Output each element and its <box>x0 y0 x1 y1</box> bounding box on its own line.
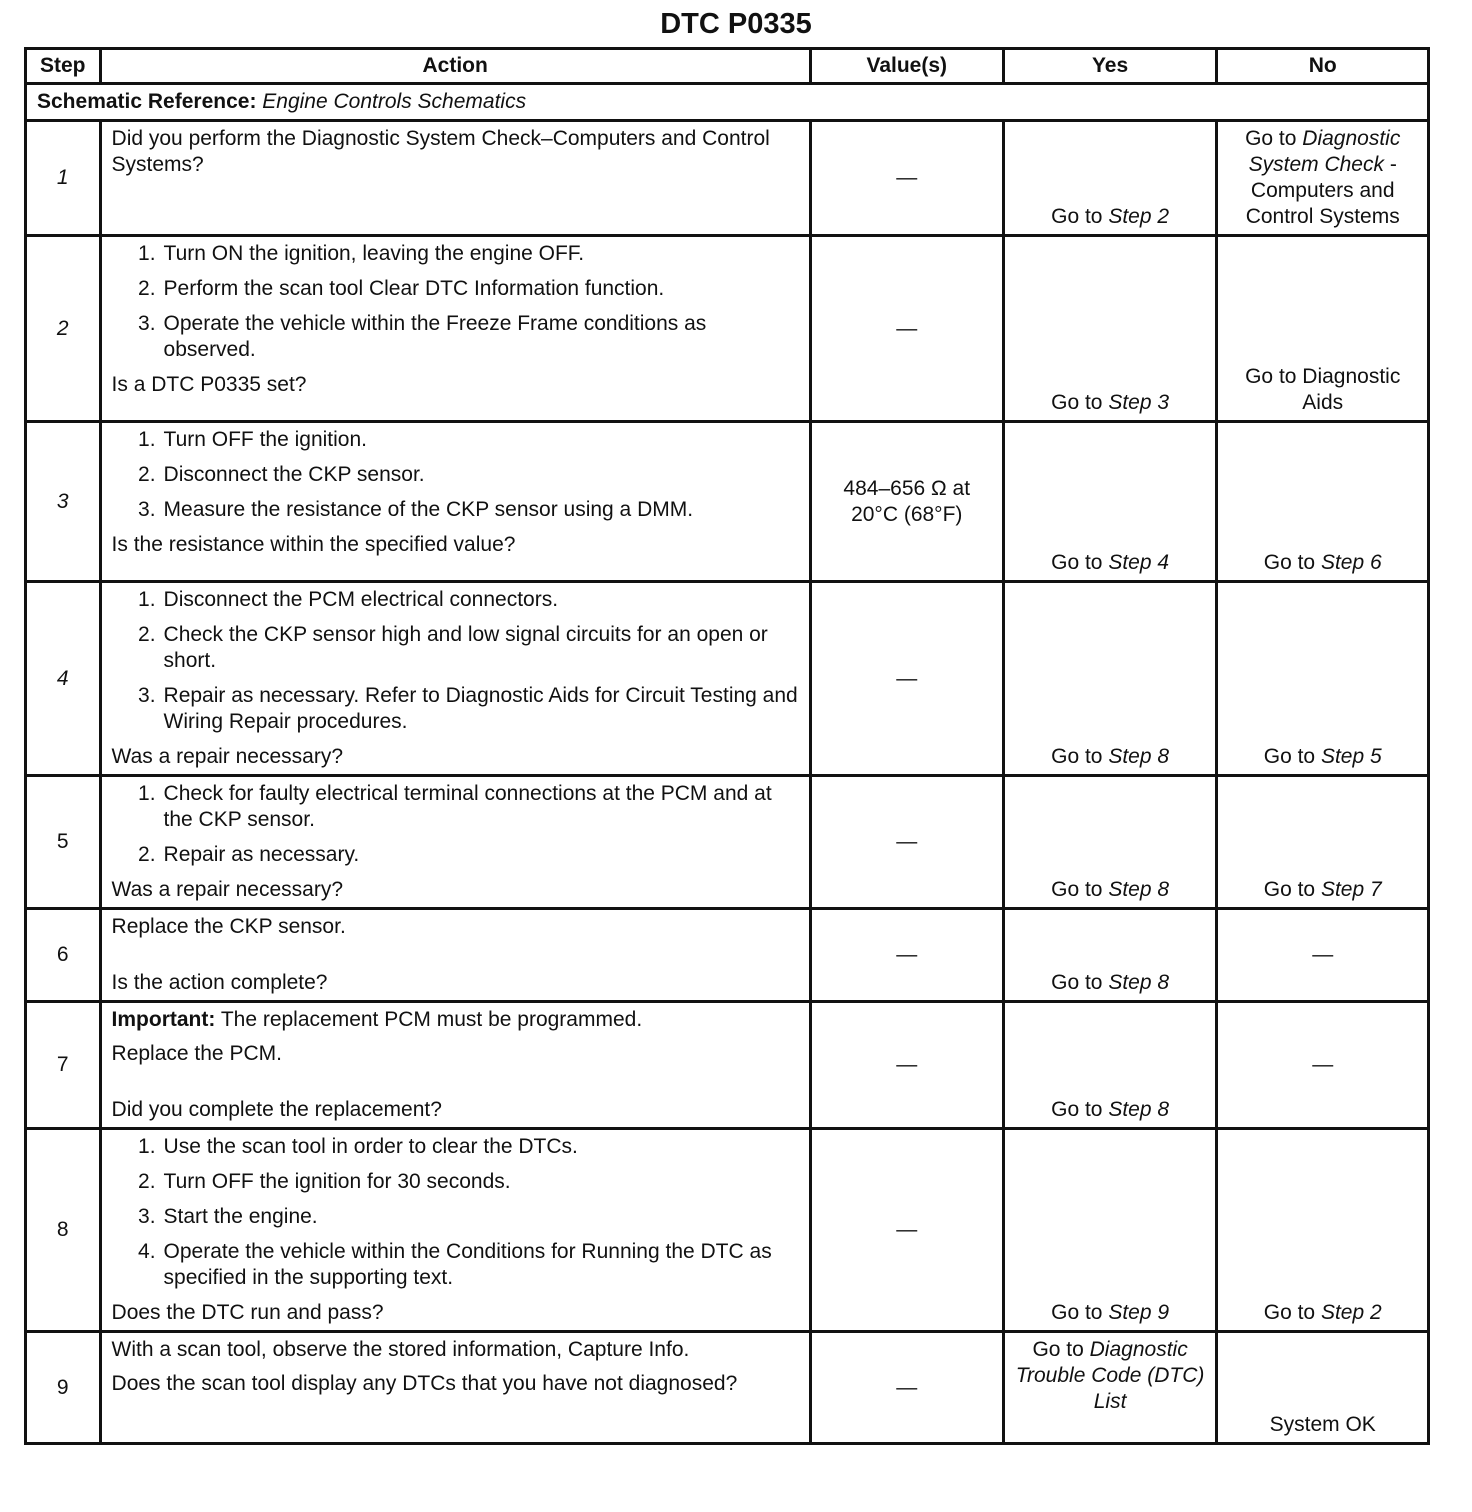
action-cell <box>100 121 810 236</box>
yes-prefix: Go to <box>1051 1098 1109 1121</box>
schematic-reference-row <box>26 84 1429 121</box>
no-cell: — <box>1217 909 1429 1002</box>
yes-link[interactable]: Step 8 <box>1108 1098 1170 1121</box>
action-cell <box>100 422 810 582</box>
list-item: 2. Check the CKP sensor high and low signal circuits for an open or short. <box>138 623 768 672</box>
table-row <box>26 236 1429 422</box>
yes-prefix: Go to <box>1051 1301 1109 1324</box>
yes-cell <box>1003 422 1217 582</box>
no-link[interactable]: Step 5 <box>1320 745 1382 768</box>
action-list <box>112 241 799 363</box>
list-item: 3. Repair as necessary. Refer to Diagnostic Aids for Circuit Testing and Wiring Repair procedures. <box>138 684 798 733</box>
no-prefix: Go to <box>1263 1301 1321 1324</box>
table-row <box>26 121 1429 236</box>
value-cell: 484–656 Ω at 20°C (68°F) <box>810 422 1003 582</box>
yes-prefix: Go to <box>1032 1338 1090 1361</box>
action-text: With a scan tool, observe the stored information, Capture Info. <box>111 1338 690 1361</box>
no-cell <box>1217 582 1429 776</box>
table-row <box>26 776 1429 909</box>
step-number: 8 <box>26 1129 101 1332</box>
yes-cell <box>1003 236 1217 422</box>
yes-prefix: Go to <box>1051 878 1109 901</box>
yes-cell <box>1003 121 1217 236</box>
header-yes: Yes <box>1003 49 1217 84</box>
list-item: 1. Check for faulty electrical terminal connections at the PCM and at the CKP sensor. <box>138 782 772 831</box>
list-item: 2. Disconnect the CKP sensor. <box>138 463 425 486</box>
step-number: 4 <box>26 582 101 776</box>
action-cell <box>100 776 810 909</box>
no-link[interactable]: Diagnostic System Check <box>1248 127 1401 176</box>
list-item: 3. Measure the resistance of the CKP sensor using a DMM. <box>138 498 694 521</box>
list-item: 4. Operate the vehicle within the Conditions for Running the DTC as specified in the supporting text. <box>138 1240 772 1289</box>
action-list <box>112 1134 799 1291</box>
no-cell <box>1217 121 1429 236</box>
action-list <box>112 587 799 735</box>
important-label: Important: <box>111 1008 216 1031</box>
no-cell <box>1217 1129 1429 1332</box>
yes-cell <box>1003 776 1217 909</box>
yes-link[interactable]: Diagnostic Trouble Code (DTC) List <box>1015 1338 1205 1413</box>
important-note <box>112 1007 799 1033</box>
list-item: 2. Repair as necessary. <box>138 843 360 866</box>
value-cell: — <box>810 1332 1003 1444</box>
header-no: No <box>1217 49 1429 84</box>
list-item: 1. Turn OFF the ignition. <box>138 428 367 451</box>
value-cell: — <box>810 909 1003 1002</box>
no-cell <box>1217 776 1429 909</box>
action-cell <box>100 1129 810 1332</box>
yes-cell <box>1003 1129 1217 1332</box>
step-number: 3 <box>26 422 101 582</box>
no-cell <box>1217 236 1429 422</box>
action-question: Does the scan tool display any DTCs that you have not diagnosed? <box>111 1372 738 1395</box>
step-number: 2 <box>26 236 101 422</box>
schematic-reference <box>26 84 1429 121</box>
list-item: 1. Disconnect the PCM electrical connectors. <box>138 588 559 611</box>
action-cell <box>100 909 810 1002</box>
header-values: Value(s) <box>810 49 1003 84</box>
no-link[interactable]: Step 2 <box>1320 1301 1382 1324</box>
important-text: The replacement PCM must be programmed. <box>215 1008 643 1031</box>
no-link[interactable]: Step 6 <box>1320 551 1382 574</box>
table-row <box>26 1129 1429 1332</box>
list-item: 2. Perform the scan tool Clear DTC Information function. <box>138 277 665 300</box>
action-question: Did you complete the replacement? <box>111 1098 442 1121</box>
action-text: Replace the PCM. <box>111 1042 282 1065</box>
yes-cell <box>1003 1002 1217 1129</box>
no-cell: — <box>1217 1002 1429 1129</box>
schematic-reference-link[interactable]: Engine Controls Schematics <box>262 90 527 113</box>
action-question: Does the DTC run and pass? <box>111 1301 384 1324</box>
action-question: Is a DTC P0335 set? <box>111 373 307 396</box>
action-text: Replace the CKP sensor. <box>111 915 346 938</box>
action-cell <box>100 236 810 422</box>
step-number: 1 <box>26 121 101 236</box>
action-question: Was a repair necessary? <box>111 745 344 768</box>
schematic-reference-label: Schematic Reference: <box>37 90 257 113</box>
no-cell <box>1217 422 1429 582</box>
value-cell: — <box>810 582 1003 776</box>
yes-link[interactable]: Step 8 <box>1108 745 1170 768</box>
no-prefix: Go to <box>1263 878 1321 901</box>
action-list <box>112 781 799 868</box>
step-number: 6 <box>26 909 101 1002</box>
yes-prefix: Go to <box>1051 551 1109 574</box>
yes-prefix: Go to <box>1051 205 1109 228</box>
yes-link[interactable]: Step 8 <box>1108 878 1170 901</box>
yes-prefix: Go to <box>1051 745 1109 768</box>
yes-cell <box>1003 909 1217 1002</box>
yes-link[interactable]: Step 9 <box>1108 1301 1170 1324</box>
yes-cell <box>1003 582 1217 776</box>
list-item: 3. Start the engine. <box>138 1205 318 1228</box>
no-text[interactable]: Go to Diagnostic Aids <box>1245 365 1401 414</box>
yes-cell <box>1003 1332 1217 1444</box>
page-title: DTC P0335 <box>660 8 812 40</box>
table-row <box>26 909 1429 1002</box>
value-cell: — <box>810 236 1003 422</box>
step-number: 9 <box>26 1332 101 1444</box>
no-prefix: Go to <box>1245 127 1303 150</box>
header-row <box>26 49 1429 84</box>
list-item: 3. Operate the vehicle within the Freeze Frame conditions as observed. <box>138 312 707 361</box>
value-cell: — <box>810 121 1003 236</box>
no-prefix: Go to <box>1263 551 1321 574</box>
no-prefix: Go to <box>1263 745 1321 768</box>
yes-link[interactable]: Step 2 <box>1108 205 1170 228</box>
yes-link[interactable]: Step 4 <box>1108 551 1170 574</box>
value-cell: — <box>810 1002 1003 1129</box>
action-question: Was a repair necessary? <box>111 878 344 901</box>
list-item: 2. Turn OFF the ignition for 30 seconds. <box>138 1170 511 1193</box>
header-step: Step <box>26 49 101 84</box>
action-text: Did you perform the Diagnostic System Check–Computers and Control Systems? <box>111 127 770 176</box>
action-question: Is the action complete? <box>111 971 328 994</box>
table-row <box>26 1002 1429 1129</box>
step-number: 5 <box>26 776 101 909</box>
action-question: Is the resistance within the specified value? <box>111 533 516 556</box>
table-row <box>26 1332 1429 1444</box>
step-number: 7 <box>26 1002 101 1129</box>
header-action: Action <box>100 49 810 84</box>
no-cell: System OK <box>1217 1332 1429 1444</box>
no-link[interactable]: Step 7 <box>1320 878 1382 901</box>
list-item: 1. Use the scan tool in order to clear the DTCs. <box>138 1135 578 1158</box>
value-cell: — <box>810 776 1003 909</box>
yes-link[interactable]: Step 8 <box>1108 971 1170 994</box>
action-cell <box>100 1332 810 1444</box>
yes-link[interactable]: Step 3 <box>1108 391 1170 414</box>
yes-prefix: Go to <box>1051 391 1109 414</box>
dtc-table <box>24 47 1430 1445</box>
no-suffix: - Computers and Control Systems <box>1245 153 1400 228</box>
action-cell <box>100 582 810 776</box>
action-list <box>112 427 799 523</box>
value-cell: — <box>810 1129 1003 1332</box>
table-row <box>26 582 1429 776</box>
action-cell <box>100 1002 810 1129</box>
yes-prefix: Go to <box>1051 971 1109 994</box>
list-item: 1. Turn ON the ignition, leaving the engine OFF. <box>138 242 585 265</box>
table-row <box>26 422 1429 582</box>
